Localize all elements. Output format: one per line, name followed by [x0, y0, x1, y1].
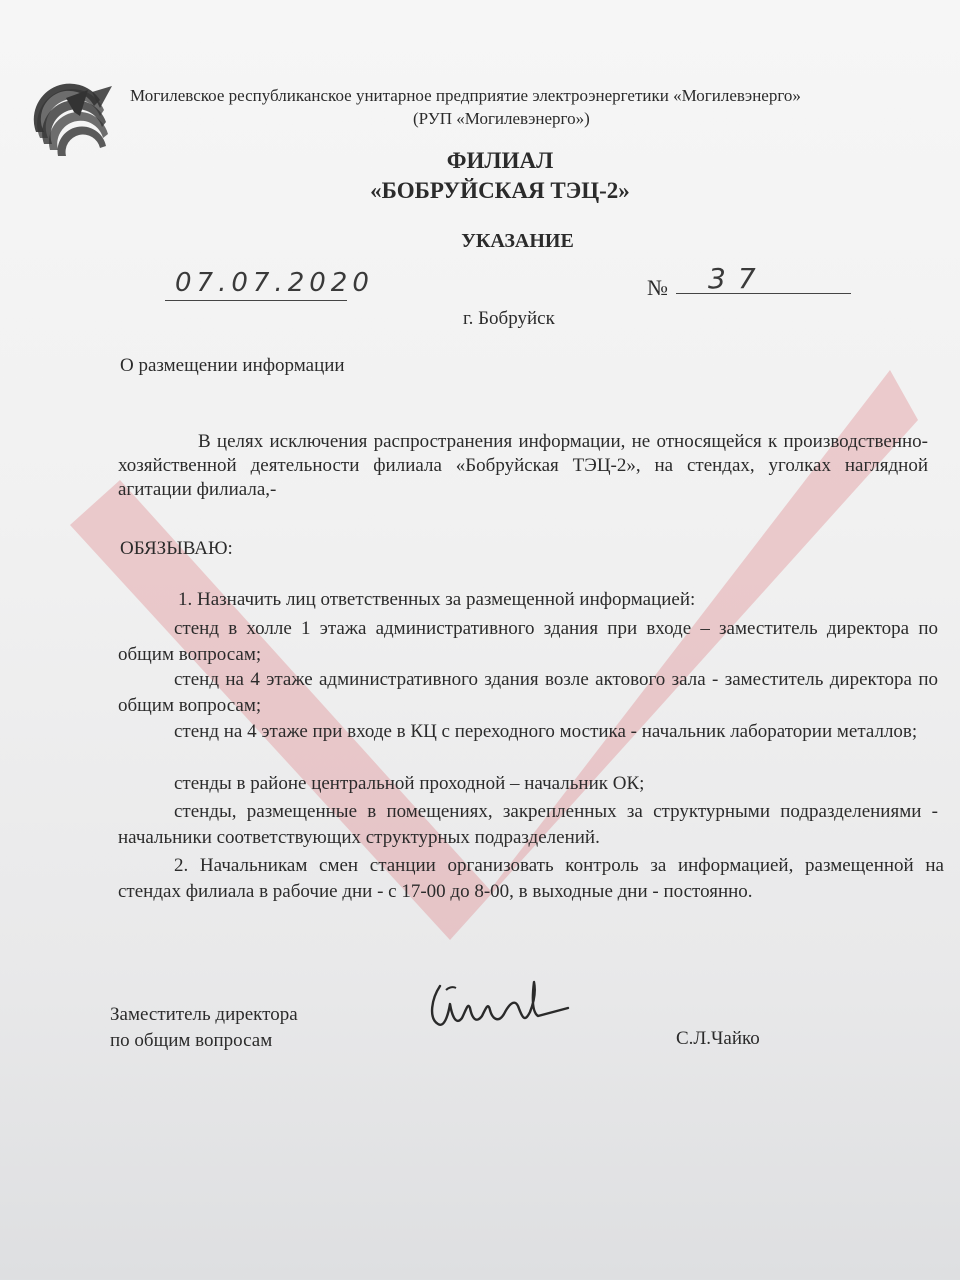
document-type: УКАЗАНИЕ — [461, 230, 574, 252]
branch-name: «БОБРУЙСКАЯ ТЭЦ-2» — [370, 178, 630, 203]
signer-role-line: Заместитель директора — [110, 1004, 298, 1025]
preamble-paragraph: В целях исключения распространения информации, не относящейся к производственно-хозяйственной деятельности филиала «Бобруйская ТЭЦ-2», на стендах, уголках наглядной агитации филиала,- — [118, 431, 928, 500]
order-subitem: стенд на 4 этаже административного здания возле актового зала - заместитель директора по общим вопросам; — [118, 669, 938, 716]
document-number: 37 — [708, 262, 768, 295]
organization-name: Могилевское республиканское унитарное предприятие электроэнергетики «Могилевэнерго» — [130, 86, 801, 105]
order-subitem: стенды в районе центральной проходной – начальник ОК; — [174, 773, 645, 794]
signer-role-line: по общим вопросам — [110, 1030, 273, 1051]
document-city: г. Бобруйск — [463, 308, 555, 329]
order-subitem: стенд в холле 1 этажа административного здания при входе – заместитель директора по общим вопросам; — [118, 618, 938, 665]
document-subject: О размещении информации — [120, 355, 345, 376]
obligation-heading: ОБЯЗЫВАЮ: — [120, 538, 233, 559]
order-subitem: стенд на 4 этаже при входе в КЦ с переходного мостика - начальник лаборатории металлов; — [174, 721, 918, 742]
order-subitem: стенды, размещенные в помещениях, закрепленных за структурными подразделениями - начальники соответствующих структурных подразделений. — [118, 801, 938, 848]
number-sign: № — [647, 275, 668, 300]
document-date: 07.07.2020 — [175, 268, 374, 298]
order-item-1: 1. Назначить лиц ответственных за размещенной информацией: — [178, 589, 696, 610]
branch-title: ФИЛИАЛ — [446, 148, 554, 173]
signer-name: С.Л.Чайко — [676, 1028, 760, 1049]
date-underline — [165, 300, 347, 301]
organization-short-name: (РУП «Могилевэнерго») — [413, 109, 590, 128]
signer-role — [110, 1002, 298, 1054]
handwritten-signature — [418, 968, 578, 1038]
number-underline — [676, 293, 851, 294]
order-item-2: 2. Начальникам смен станции организовать контроль за информацией, размещенной на стендах филиала в рабочие дни - с 17-00 до 8-00, в выходные дни - постоянно. — [118, 855, 944, 902]
